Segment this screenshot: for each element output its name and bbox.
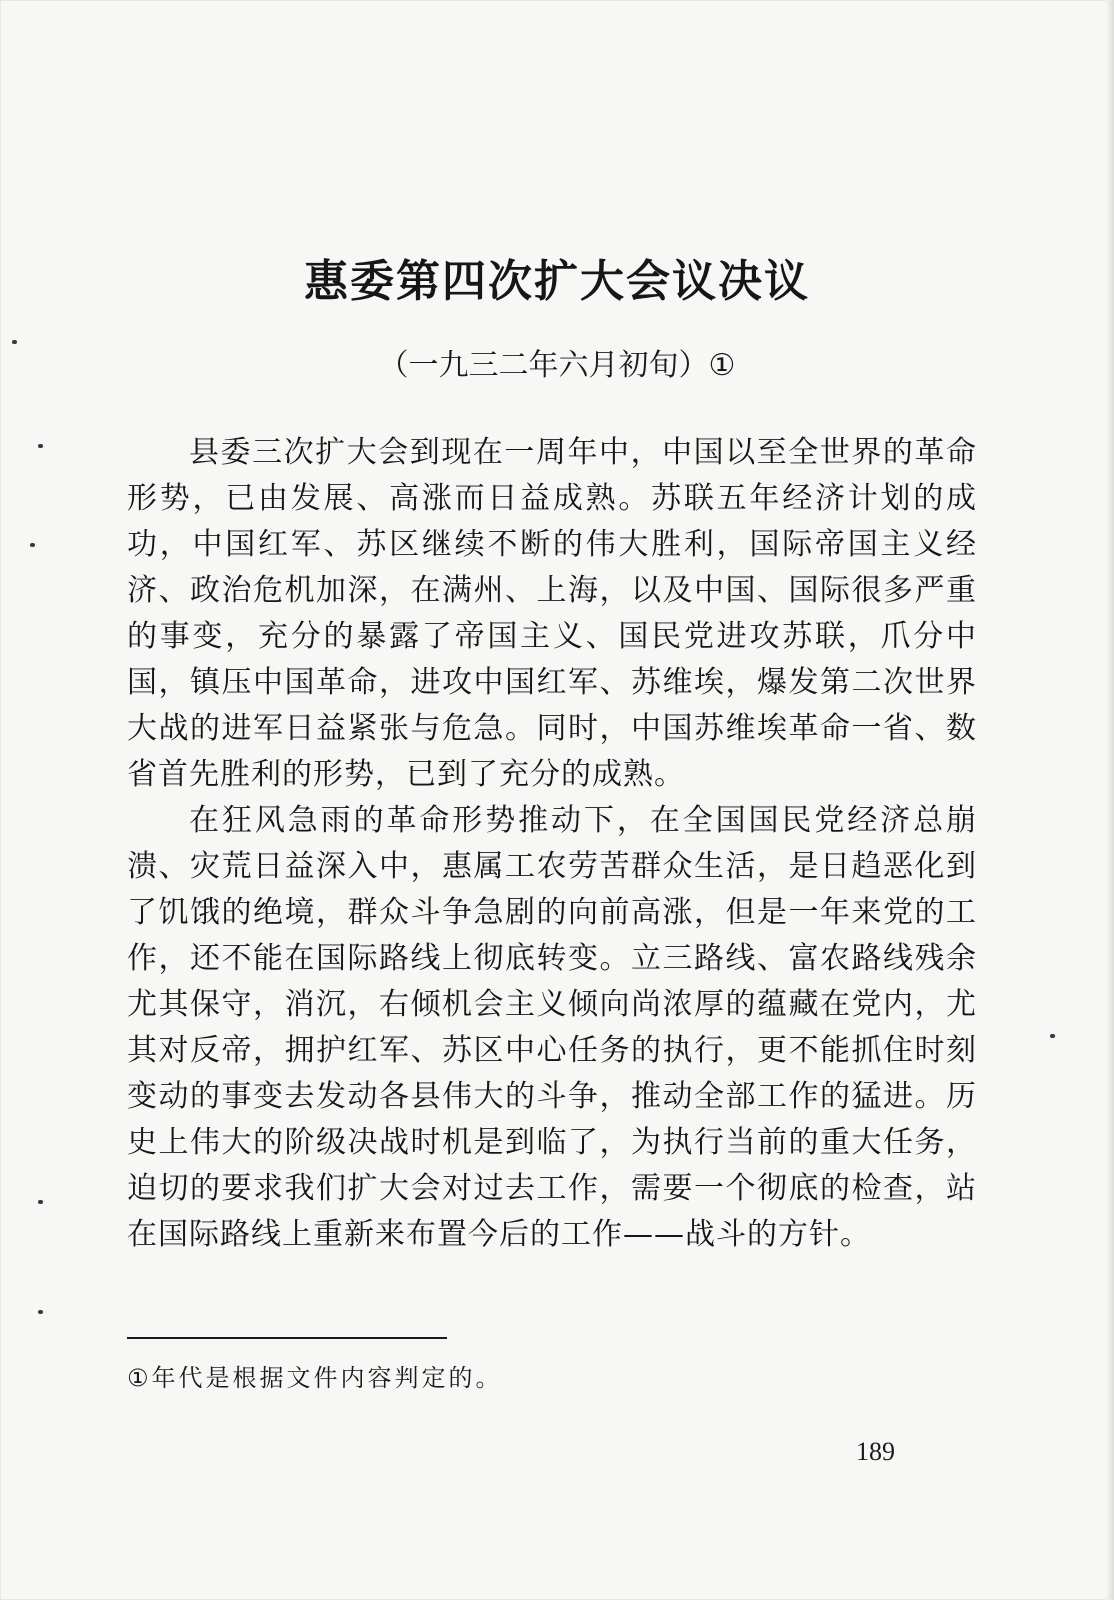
footnote-divider [127,1337,447,1339]
page-edge-shadow [1106,0,1114,1600]
page-number: 189 [856,1437,895,1466]
document-title: 惠委第四次扩大会议决议 [304,256,810,307]
paragraph-1: 县委三次扩大会到现在一周年中，中国以至全世界的革命形势，已由发展、高涨而日益成熟。苏联五年经济计划的成功，中国红军、苏区继续不断的伟大胜利，国际帝国主义经济、政治危机加深，在满州、上海，以及中国、国际很多严重的事变，充分的暴露了帝国主义、国民党进攻苏联，爪分中国，镇压中国革命，进攻中国红军、苏维埃，爆发第二次世界大战的进军日益紧张与危急。同时，中国苏维埃革命一省、数省首先胜利的形势，已到了充分的成熟。 [127,435,977,792]
scan-speck [38,1310,43,1314]
scan-speck [12,340,17,344]
document-date-subtitle: （一九三二年六月初旬）① [378,348,736,383]
scan-speck [38,1200,43,1204]
document-body [127,430,977,1258]
scan-speck [1050,1034,1055,1038]
footnote: ①年代是根据文件内容判定的。 [127,1364,503,1392]
scan-speck [38,444,43,448]
paragraph-2: 在狂风急雨的革命形势推动下，在全国国民党经济总崩溃、灾荒日益深入中，惠属工农劳苦群众生活，是日趋恶化到了饥饿的绝境，群众斗争急剧的向前高涨，但是一年来党的工作，还不能在国际路线上彻底转变。立三路线、富农路线残余尤其保守，消沉，右倾机会主义倾向尚浓厚的蕴藏在党内，尤其对反帝，拥护红军、苏区中心任务的执行，更不能抓住时刻变动的事变去发动各县伟大的斗争，推动全部工作的猛进。历史上伟大的阶级决战时机是到临了，为执行当前的重大任务，迫切的要求我们扩大会对过去工作，需要一个彻底的检查，站在国际路线上重新来布置今后的工作——战斗的方针。 [127,803,977,1252]
scan-speck [30,543,35,547]
